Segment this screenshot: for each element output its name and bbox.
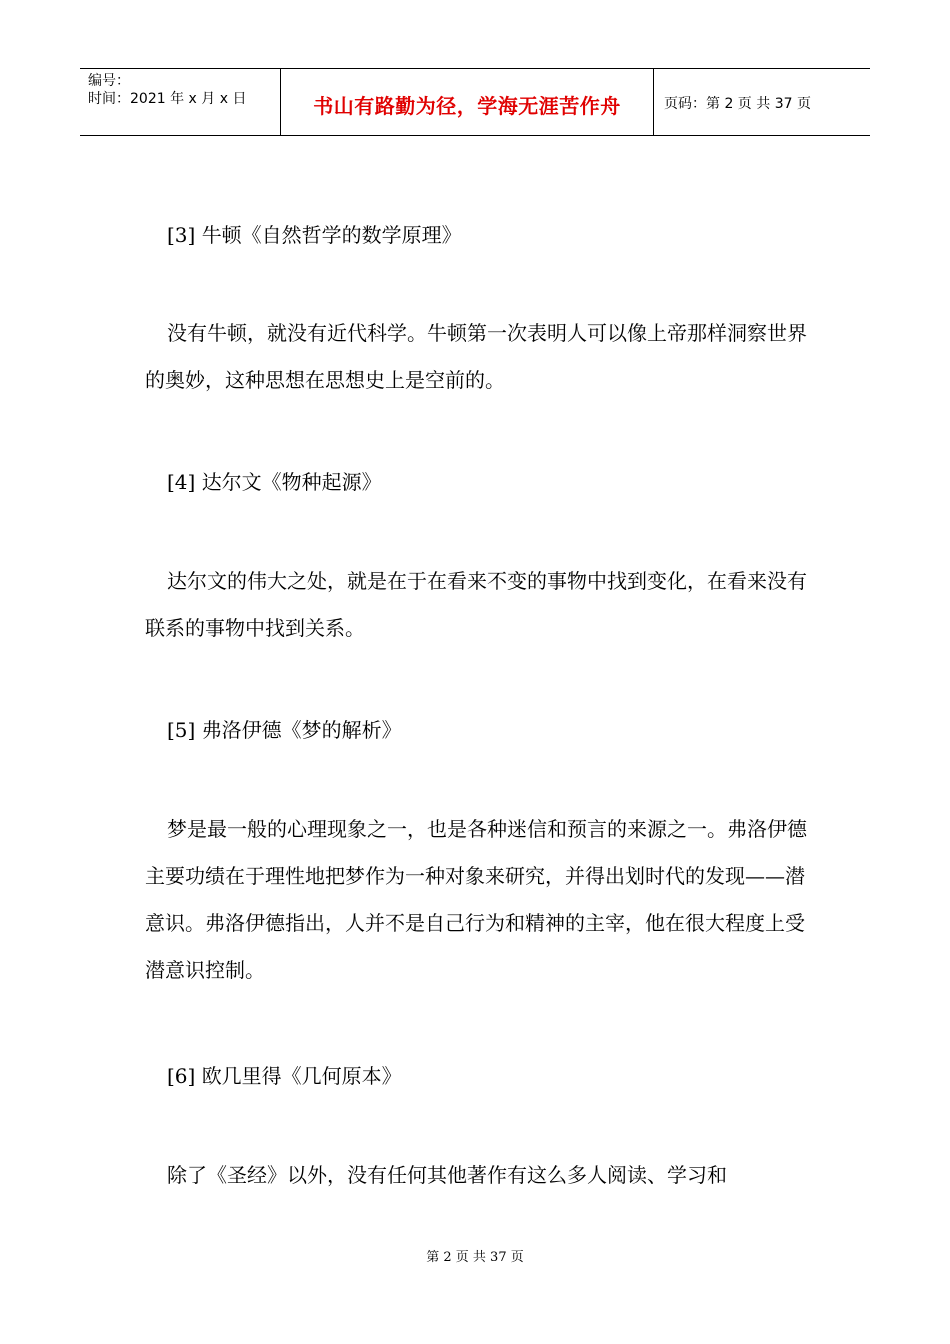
paragraph-euclid: 除了《圣经》以外，没有任何其他著作有这么多人阅读、学习和 <box>167 1163 727 1187</box>
reference-heading-5: [5] 弗洛伊德《梦的解析》 <box>167 718 402 742</box>
reference-heading-4: [4] 达尔文《物种起源》 <box>167 470 382 494</box>
header-page-label: 页码：第 2 页 共 37 页 <box>664 96 811 112</box>
header-meta-cell <box>80 69 281 135</box>
paragraph-freud: 梦是最一般的心理现象之一，也是各种迷信和预言的来源之一。弗洛伊德主要功绩在于理性地把梦作为一种对象来研究，并得出划时代的发现——潜意识。弗洛伊德指出，人并不是自己行为和精神的主宰，他在很大程度上受潜意识控制。 <box>145 817 807 982</box>
document-header <box>80 68 870 136</box>
header-time-label: 时间：2021 年 x 月 x 日 <box>88 91 247 107</box>
header-number-label: 编号： <box>88 73 130 89</box>
reference-heading-6: [6] 欧几里得《几何原本》 <box>167 1064 402 1088</box>
header-motto: 书山有路勤为径，学海无涯苦作舟 <box>281 69 654 135</box>
page-footer: 第 2 页 共 37 页 <box>426 1250 524 1265</box>
paragraph-darwin: 达尔文的伟大之处，就是在于在看来不变的事物中找到变化，在看来没有联系的事物中找到关系。 <box>145 569 807 640</box>
paragraph-newton: 没有牛顿，就没有近代科学。牛顿第一次表明人可以像上帝那样洞察世界的奥妙，这种思想在思想史上是空前的。 <box>145 321 807 392</box>
reference-heading-3: [3] 牛顿《自然哲学的数学原理》 <box>167 223 462 247</box>
